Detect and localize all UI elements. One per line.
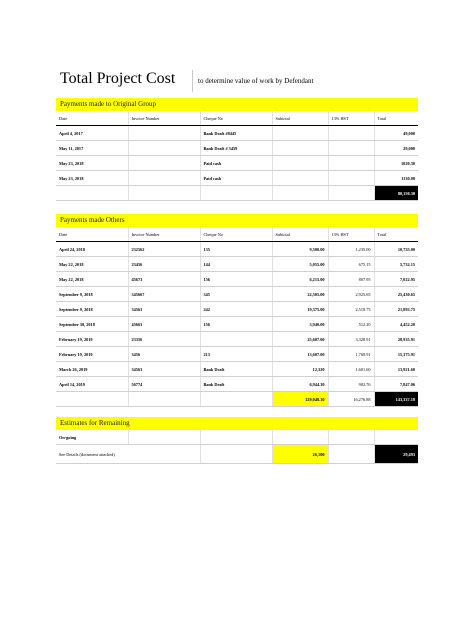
cell-date: May 23, 2018: [56, 156, 128, 171]
cell-date: September 9, 2018: [56, 287, 128, 302]
cell-hst: 2,518.75: [328, 302, 374, 317]
cell-cheque: 345: [200, 287, 272, 302]
table-row: [56, 156, 418, 171]
cell-hst: 807.95: [328, 272, 374, 287]
col-invoice: Invoice Number: [128, 227, 200, 242]
table-row: [56, 302, 418, 317]
page-title: Total Project Cost: [60, 70, 176, 87]
cell-invoice: [128, 156, 200, 171]
table-row: [56, 272, 418, 287]
estimate-total: 29,493: [374, 445, 418, 464]
cell-date: April 14, 2019: [56, 377, 128, 392]
cell-cheque: [200, 332, 272, 347]
cell-total: 21,893.75: [374, 302, 418, 317]
original-group-table: [56, 111, 418, 201]
table-row: [56, 242, 418, 257]
cell-subtotal: [272, 126, 328, 141]
cell-invoice: [128, 141, 200, 156]
table-row: [56, 141, 418, 156]
cell-subtotal: 25,607.00: [272, 332, 328, 347]
estimate-subtotal: 26,100: [272, 445, 328, 464]
cell-invoice: 56774: [128, 377, 200, 392]
cell-hst: [328, 171, 374, 186]
cell-hst: 902.76: [328, 377, 374, 392]
table-row: [56, 430, 418, 445]
table-header: [56, 227, 418, 242]
cell-total: 1020.30: [374, 156, 418, 171]
col-hst: 13% HST: [328, 227, 374, 242]
table-row: [56, 171, 418, 186]
cell-subtotal: 19,375.00: [272, 302, 328, 317]
cell-date: May 11, 2017: [56, 141, 128, 156]
cell-total: 29,000: [374, 141, 418, 156]
col-total: Total: [374, 111, 418, 126]
cell-cheque: Paid cash: [200, 171, 272, 186]
ongoing-label: On-going: [56, 430, 128, 445]
cell-date: April 4, 2017: [56, 126, 128, 141]
cell-invoice: 3456: [128, 347, 200, 362]
cell-subtotal: 12,320: [272, 362, 328, 377]
totals-row: [56, 392, 418, 407]
cell-subtotal: 22,505.00: [272, 287, 328, 302]
totals-row: [56, 186, 418, 201]
cell-subtotal: 13,607.00: [272, 347, 328, 362]
cell-invoice: 45673: [128, 272, 200, 287]
table-row: [56, 377, 418, 392]
cell-cheque: 156: [200, 317, 272, 332]
cell-hst: 675.15: [328, 257, 374, 272]
cell-date: February 19, 2019: [56, 332, 128, 347]
cell-total: 5,732.15: [374, 257, 418, 272]
col-date: Date: [56, 111, 128, 126]
section-heading: Payments made to Original Group: [56, 98, 418, 111]
cell-total: 1130.00: [374, 171, 418, 186]
cell-cheque: Bank Draft: [200, 377, 272, 392]
section-original-group: [56, 98, 418, 201]
col-hst: 13% HST: [328, 111, 374, 126]
table-row: [56, 287, 418, 302]
cell-cheque: Bank Draft # 3459: [200, 141, 272, 156]
cell-cheque: 144: [200, 257, 272, 272]
cell-hst: [328, 126, 374, 141]
cell-cheque: 135: [200, 242, 272, 257]
table-row: [56, 347, 418, 362]
cell-total: 4,452.20: [374, 317, 418, 332]
section-others: [56, 214, 418, 407]
table-header: [56, 111, 418, 126]
cell-subtotal: 6,944.30: [272, 377, 328, 392]
cell-hst: 512.20: [328, 317, 374, 332]
cell-total: 25,430.65: [374, 287, 418, 302]
cell-total: 7,022.95: [374, 272, 418, 287]
cell-invoice: 23356: [128, 332, 200, 347]
cell-invoice: 232562: [128, 242, 200, 257]
cell-date: September 9, 2018: [56, 302, 128, 317]
cell-cheque: Paid cash: [200, 156, 272, 171]
col-cheque: Cheque No: [200, 111, 272, 126]
col-cheque: Cheque No: [200, 227, 272, 242]
cell-date: March 26, 2019: [56, 362, 128, 377]
cell-subtotal: 9,500.00: [272, 242, 328, 257]
table-row: [56, 317, 418, 332]
cell-total: 7,847.06: [374, 377, 418, 392]
grand-total: 143,337.18: [374, 392, 418, 407]
cell-cheque: 156: [200, 272, 272, 287]
cell-invoice: 34563: [128, 302, 200, 317]
table-row: [56, 445, 418, 464]
section-heading: Payments made Others: [56, 214, 418, 227]
cell-invoice: [128, 171, 200, 186]
others-table: [56, 227, 418, 407]
cell-invoice: 345667: [128, 287, 200, 302]
cell-hst: [328, 156, 374, 171]
cell-subtotal: 6,215.00: [272, 272, 328, 287]
col-date: Date: [56, 227, 128, 242]
col-subtotal: Subtotal: [272, 227, 328, 242]
cell-date: February 19, 2019: [56, 347, 128, 362]
cell-subtotal: 3,940.00: [272, 317, 328, 332]
cell-date: May 23, 2018: [56, 171, 128, 186]
cell-total: 49,000: [374, 126, 418, 141]
section-heading: Estimates for Remaining: [56, 417, 418, 430]
estimates-table: [56, 430, 418, 464]
cell-subtotal: [272, 141, 328, 156]
cell-cheque: Bank Draft: [200, 362, 272, 377]
cell-hst: 1,235.00: [328, 242, 374, 257]
table-row: [56, 257, 418, 272]
cell-invoice: 23456: [128, 257, 200, 272]
grand-total: 80,150.30: [374, 186, 418, 201]
table-row: [56, 332, 418, 347]
cell-total: 28,935.91: [374, 332, 418, 347]
hst-sum: 16,276.88: [328, 392, 374, 407]
page-subtitle: to determine value of work by Defendant: [198, 77, 314, 85]
cell-hst: [328, 141, 374, 156]
section-estimates: [56, 417, 418, 464]
subtotal-sum: 129,048.30: [272, 392, 328, 407]
table-row: [56, 126, 418, 141]
col-invoice: Invoice Number: [128, 111, 200, 126]
details-label: See Details (document attached): [56, 445, 200, 464]
col-subtotal: Subtotal: [272, 111, 328, 126]
cell-date: May 22, 2018: [56, 272, 128, 287]
title-divider: [192, 70, 193, 92]
cell-invoice: 34563: [128, 362, 200, 377]
cell-total: 10,735.00: [374, 242, 418, 257]
cell-total: 13,921.60: [374, 362, 418, 377]
cell-invoice: 45663: [128, 317, 200, 332]
cell-cheque: 242: [200, 302, 272, 317]
cell-date: May 22, 2018: [56, 257, 128, 272]
col-total: Total: [374, 227, 418, 242]
cell-subtotal: [272, 171, 328, 186]
cell-cheque: 213: [200, 347, 272, 362]
cell-hst: 3,328.91: [328, 332, 374, 347]
cell-hst: 1,768.91: [328, 347, 374, 362]
cell-subtotal: 5,055.00: [272, 257, 328, 272]
cell-date: April 24, 2018: [56, 242, 128, 257]
cell-hst: 2,925.65: [328, 287, 374, 302]
cell-subtotal: [272, 156, 328, 171]
cell-date: September 30, 2018: [56, 317, 128, 332]
cell-total: 15,375.91: [374, 347, 418, 362]
cell-invoice: [128, 126, 200, 141]
cell-hst: 1,601.60: [328, 362, 374, 377]
cell-cheque: Bank Draft #8445: [200, 126, 272, 141]
table-row: [56, 362, 418, 377]
